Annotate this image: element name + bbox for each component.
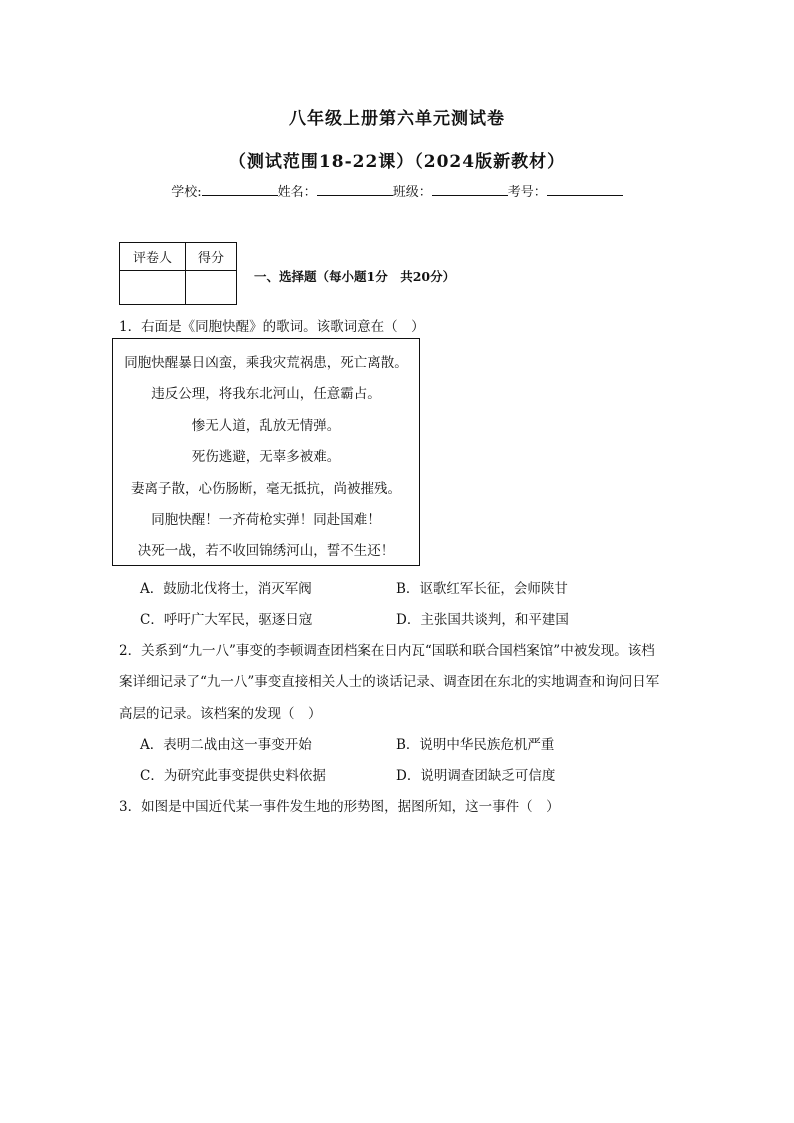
question-2-option-d[interactable]: D．说明调查团缺乏可信度 xyxy=(396,768,556,784)
class-blank xyxy=(432,183,508,196)
exam-number-label: 考号： xyxy=(507,185,547,200)
question-1-option-b[interactable]: B．讴歌红军长征，会师陕甘 xyxy=(396,581,568,597)
question-3-stem: 3．如图是中国近代某一事件发生地的形势图，据图所知，这一事件（ ） xyxy=(119,799,560,815)
score-table xyxy=(119,242,237,305)
exam-number-blank xyxy=(547,183,623,196)
school-label: 学校: xyxy=(171,185,202,200)
question-1-option-d[interactable]: D．主张国共谈判，和平建国 xyxy=(396,612,569,628)
question-1-option-c[interactable]: C．呼吁广大军民，驱逐日寇 xyxy=(140,612,313,628)
question-2-option-c[interactable]: C．为研究此事变提供史料依据 xyxy=(140,768,326,784)
question-1-stem: 1．右面是《同胞快醒》的歌词。该歌词意在（ ） xyxy=(119,319,425,335)
question-2-stem-line: 案详细记录了“九一八”事变直接相关人士的谈话记录、调查团在东北的实地调查和询问日军 xyxy=(119,674,660,690)
lyrics-line: 死伤逃避，无辜多被难。 xyxy=(191,449,341,465)
question-2-stem-line: 高层的记录。该档案的发现（ ） xyxy=(119,706,322,722)
section-title: 一、选择题（每小题1分 共20分） xyxy=(254,269,456,284)
lyrics-line: 妻离子散，心伤肠断，毫无抵抗，尚被摧残。 xyxy=(131,481,401,497)
lyrics-line: 同胞快醒暴日凶蛮，乘我灾荒祸患，死亡离散。 xyxy=(124,355,408,371)
question-2-option-a[interactable]: A．表明二战由这一事变开始 xyxy=(140,737,312,753)
question-1-option-a[interactable]: A．鼓励北伐将士，消灭军阀 xyxy=(140,581,312,597)
score-header: 得分 xyxy=(186,243,237,271)
lyrics-line: 违反公理，将我东北河山，任意霸占。 xyxy=(151,386,381,402)
lyrics-line: 同胞快醒！一齐荷枪实弹！同赴国难！ xyxy=(151,512,381,528)
grader-cell xyxy=(120,271,186,305)
school-blank xyxy=(202,183,278,196)
question-2-stem-line: 2．关系到“九一八”事变的李顿调查团档案在日内瓦“国联和联合国档案馆”中被发现。该档 xyxy=(119,643,655,659)
name-blank xyxy=(317,183,393,196)
score-cell xyxy=(186,271,237,305)
lyrics-box xyxy=(112,338,420,566)
lyrics-line: 惨无人道，乱放无情弹。 xyxy=(191,418,341,434)
exam-title: 八年级上册第六单元测试卷 xyxy=(289,109,505,129)
name-label: 姓名： xyxy=(277,185,317,200)
lyrics-line: 决死一战，若不收回锦绣河山，誓不生还！ xyxy=(137,543,395,559)
grader-header: 评卷人 xyxy=(120,243,186,271)
exam-subtitle: （测试范围18-22课）（2024版新教材） xyxy=(228,152,566,172)
class-label: 班级： xyxy=(392,185,432,200)
question-2-option-b[interactable]: B．说明中华民族危机严重 xyxy=(396,737,555,753)
student-info-line xyxy=(0,181,794,200)
